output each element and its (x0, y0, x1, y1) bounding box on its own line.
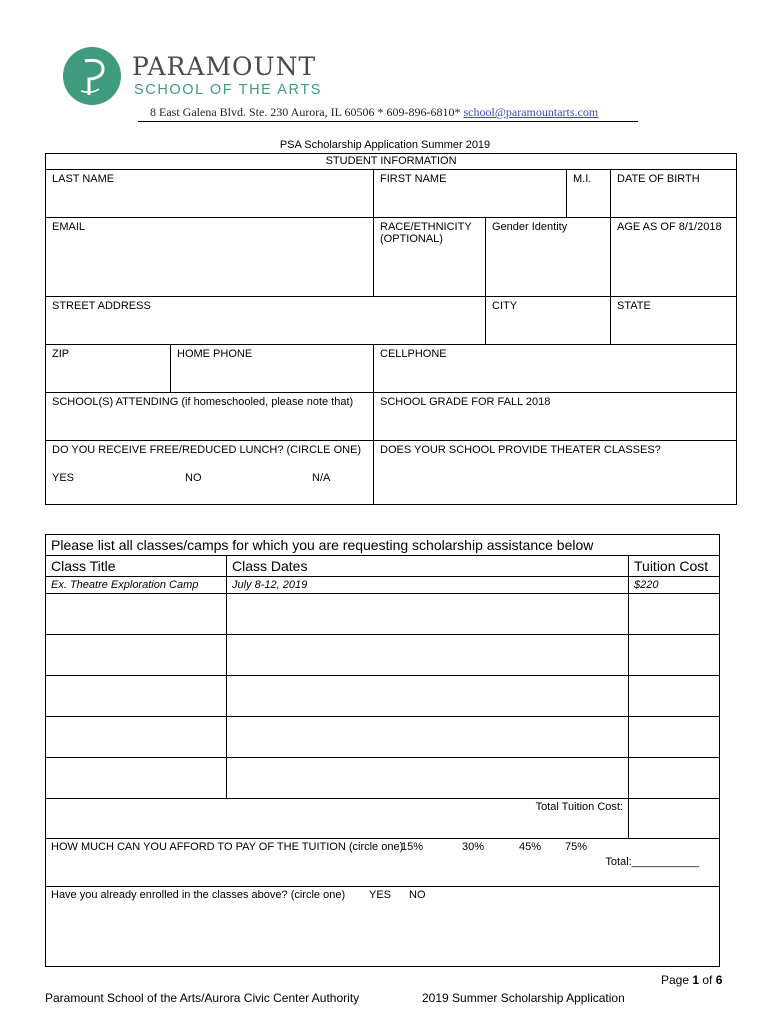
schools-label: SCHOOL(S) ATTENDING (if homeschooled, please note that) (52, 396, 354, 408)
last-name-label: LAST NAME (52, 173, 115, 185)
theater-label: DOES YOUR SCHOOL PROVIDE THEATER CLASSES? (380, 444, 661, 456)
pct-45-option[interactable]: 45% (519, 841, 542, 853)
afford-question: HOW MUCH CAN YOU AFFORD TO PAY OF THE TUITION (circle one) (51, 841, 404, 853)
lunch-yes-option[interactable]: YES (52, 472, 75, 484)
class-dates-cell[interactable] (227, 676, 629, 717)
example-title: Ex. Theatre Exploration Camp (46, 577, 227, 594)
afford-field (46, 839, 720, 887)
page-number (661, 973, 722, 987)
city-label: CITY (492, 300, 518, 312)
address-underline (138, 121, 638, 122)
enrolled-field (46, 887, 720, 967)
home-phone-field[interactable] (171, 345, 374, 393)
total-line[interactable]: Total:___________ (605, 856, 700, 868)
table-row (46, 758, 720, 799)
cellphone-label: CELLPHONE (380, 348, 447, 360)
class-dates-cell[interactable] (227, 594, 629, 635)
page-total: 6 (715, 973, 723, 987)
mi-label: M.I. (573, 173, 592, 185)
class-dates-cell[interactable] (227, 635, 629, 676)
total-label: Total Tuition Cost: (46, 799, 629, 839)
class-title-cell[interactable] (46, 758, 227, 799)
state-field[interactable] (611, 297, 737, 345)
class-title-cell[interactable] (46, 635, 227, 676)
pct-15-option[interactable]: 15% (401, 841, 424, 853)
zip-field[interactable] (46, 345, 171, 393)
gender-label: Gender Identity (492, 221, 568, 233)
race-field[interactable] (374, 218, 486, 297)
tuition-cost-cell[interactable] (629, 635, 720, 676)
pct-30-option[interactable]: 30% (462, 841, 485, 853)
email-link[interactable]: school@paramountarts.com (463, 105, 599, 119)
tuition-cost-cell[interactable] (629, 594, 720, 635)
col-class-dates: Class Dates (227, 556, 629, 577)
class-title-cell[interactable] (46, 676, 227, 717)
brand-subtitle: SCHOOL OF THE ARTS (134, 82, 323, 98)
table-row (46, 717, 720, 758)
example-dates: July 8-12, 2019 (227, 577, 629, 594)
student-info-table (45, 153, 737, 505)
enrolled-question: Have you already enrolled in the classes above? (circle one) (51, 889, 346, 901)
schools-field[interactable] (46, 393, 374, 441)
table-row (46, 635, 720, 676)
enrolled-no-option[interactable]: NO (409, 889, 426, 901)
form-title: PSA Scholarship Application Summer 2019 (279, 139, 491, 151)
page-of: of (699, 973, 716, 987)
first-name-label: FIRST NAME (380, 173, 447, 185)
age-label: AGE AS OF 8/1/2018 (617, 221, 722, 233)
dob-field[interactable] (611, 170, 737, 218)
table-row (46, 594, 720, 635)
example-cost: $220 (629, 577, 720, 594)
classes-title: Please list all classes/camps for which you are requesting scholarship assistance below (46, 535, 720, 556)
city-field[interactable] (486, 297, 611, 345)
age-field[interactable] (611, 218, 737, 297)
street-label: STREET ADDRESS (52, 300, 151, 312)
page-current: 1 (692, 973, 700, 987)
race-label: RACE/ETHNICITY (OPTIONAL) (380, 221, 472, 245)
pct-75-option[interactable]: 75% (565, 841, 588, 853)
mi-field[interactable] (567, 170, 611, 218)
lunch-na-option[interactable]: N/A (312, 472, 331, 484)
enrolled-yes-option[interactable]: YES (369, 889, 392, 901)
grade-label: SCHOOL GRADE FOR FALL 2018 (380, 396, 551, 408)
class-title-cell[interactable] (46, 594, 227, 635)
last-name-field[interactable] (46, 170, 374, 218)
class-title-cell[interactable] (46, 717, 227, 758)
logo-icon (63, 47, 121, 105)
email-label: EMAIL (52, 221, 86, 233)
dob-label: DATE OF BIRTH (617, 173, 700, 185)
classes-table (45, 534, 720, 967)
theater-field[interactable] (374, 441, 737, 505)
home-phone-label: HOME PHONE (177, 348, 253, 360)
zip-label: ZIP (52, 348, 70, 360)
class-dates-cell[interactable] (227, 717, 629, 758)
col-tuition-cost: Tuition Cost (629, 556, 720, 577)
total-cost-field[interactable] (629, 799, 720, 839)
brand-name: PARAMOUNT (132, 52, 317, 81)
tuition-cost-cell[interactable] (629, 758, 720, 799)
lunch-field[interactable] (46, 441, 374, 505)
address-text: 8 East Galena Blvd. Ste. 230 Aurora, IL 60506 * 609-896-6810* (150, 105, 464, 119)
tuition-cost-cell[interactable] (629, 676, 720, 717)
lunch-no-option[interactable]: NO (185, 472, 202, 484)
page-prefix: Page (661, 973, 693, 987)
footer-left: Paramount School of the Arts/Aurora Civic Center Authority (45, 991, 360, 1005)
grade-field[interactable] (374, 393, 737, 441)
address-line (150, 105, 598, 120)
gender-field[interactable] (486, 218, 611, 297)
lunch-question: DO YOU RECEIVE FREE/REDUCED LUNCH? (CIRCLE ONE) (52, 444, 362, 456)
footer-right: 2019 Summer Scholarship Application (422, 991, 625, 1005)
street-field[interactable] (46, 297, 486, 345)
first-name-field[interactable] (374, 170, 567, 218)
tuition-cost-cell[interactable] (629, 717, 720, 758)
state-label: STATE (617, 300, 651, 312)
email-field[interactable] (46, 218, 374, 297)
class-dates-cell[interactable] (227, 758, 629, 799)
cellphone-field[interactable] (374, 345, 737, 393)
col-class-title: Class Title (46, 556, 227, 577)
student-section-header: STUDENT INFORMATION (46, 154, 737, 170)
table-row (46, 676, 720, 717)
